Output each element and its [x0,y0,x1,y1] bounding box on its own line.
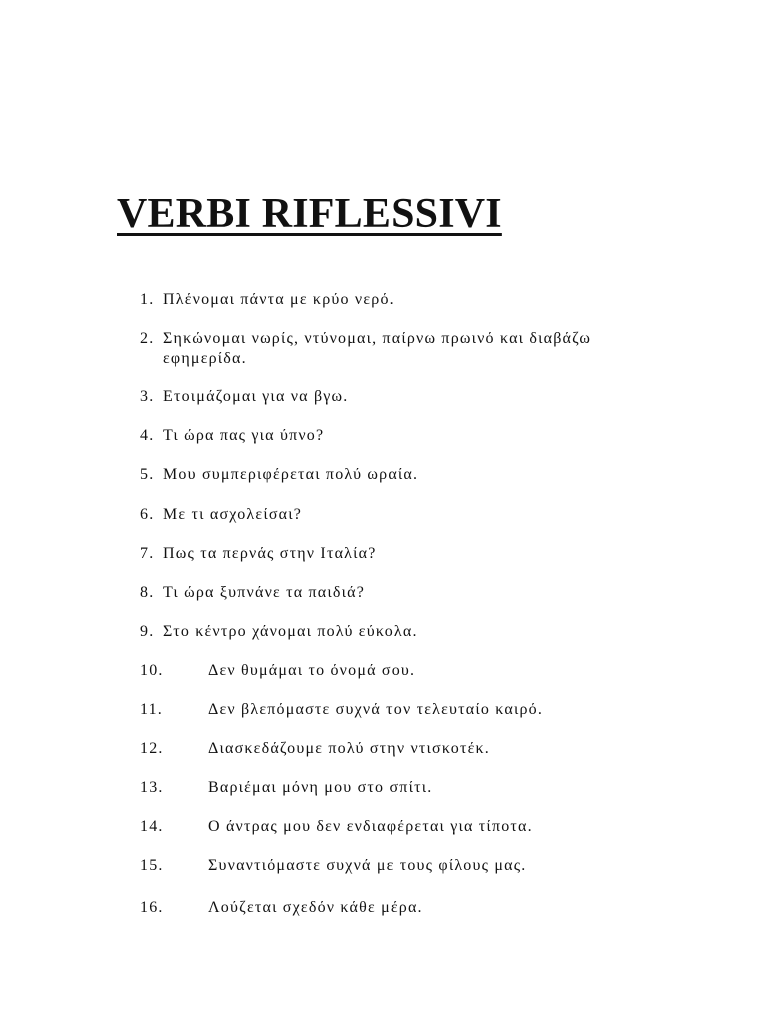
item-text: Μου συμπεριφέρεται πολύ ωραία. [163,466,419,483]
item-number: 3. [140,388,155,405]
item-number: 6. [140,506,155,523]
item-number: 10. [140,662,164,679]
item-text: Δεν θυμάμαι το όνομά σου. [208,662,416,679]
list-item [140,778,432,798]
item-text: Σηκώνομαι νωρίς, ντύνομαι, παίρνω πρωινό και διαβάζω [163,330,592,347]
item-number: 12. [140,740,164,757]
item-text: Δεν βλεπόμαστε συχνά τον τελευταίο καιρό. [208,701,544,718]
item-text: Με τι ασχολείσαι? [163,506,303,523]
item-text: Διασκεδάζουμε πολύ στην ντισκοτέκ. [208,740,490,757]
list-item [140,465,418,485]
item-number: 13. [140,779,164,796]
item-number: 9. [140,623,155,640]
list-item [140,622,418,642]
item-text: Τι ώρα ξυπνάνε τα παιδιά? [163,584,366,601]
item-text: Συναντιόμαστε συχνά με τους φίλους μας. [208,857,527,874]
item-number: 15. [140,857,164,874]
list-item [140,290,395,310]
item-number: 14. [140,818,164,835]
item-text: Πως τα περνάς στην Ιταλία? [163,545,377,562]
item-number: 1. [140,291,155,308]
item-text: Στο κέντρο χάνομαι πολύ εύκολα. [163,623,418,640]
list-item [140,426,324,446]
list-item [140,856,526,876]
list-item [140,505,302,525]
list-item [140,700,543,720]
item-number: 8. [140,584,155,601]
list-item [140,817,533,837]
item-text: Λούζεται σχεδόν κάθε μέρα. [208,899,423,916]
item-text: Ετοιμάζομαι για να βγω. [163,388,349,405]
item-number: 4. [140,427,155,444]
item-number: 7. [140,545,155,562]
item-number: 11. [140,701,164,718]
item-number: 5. [140,466,155,483]
item-text: Τι ώρα πας για ύπνο? [163,427,325,444]
list-item [140,661,415,681]
list-item [140,544,377,564]
list-item [140,583,365,603]
list-item [140,329,591,369]
item-text: Ο άντρας μου δεν ενδιαφέρεται για τίποτα. [208,818,533,835]
item-number: 16. [140,899,164,916]
item-text: Βαριέμαι μόνη μου στο σπίτι. [208,779,433,796]
list-item [140,387,348,407]
list-item [140,898,423,918]
item-text: Πλένομαι πάντα με κρύο νερό. [163,291,395,308]
document-title: VERBI RIFLESSIVI [117,191,502,237]
list-item [140,739,490,759]
item-text-continuation: εφημερίδα. [163,350,247,367]
item-number: 2. [140,330,155,347]
